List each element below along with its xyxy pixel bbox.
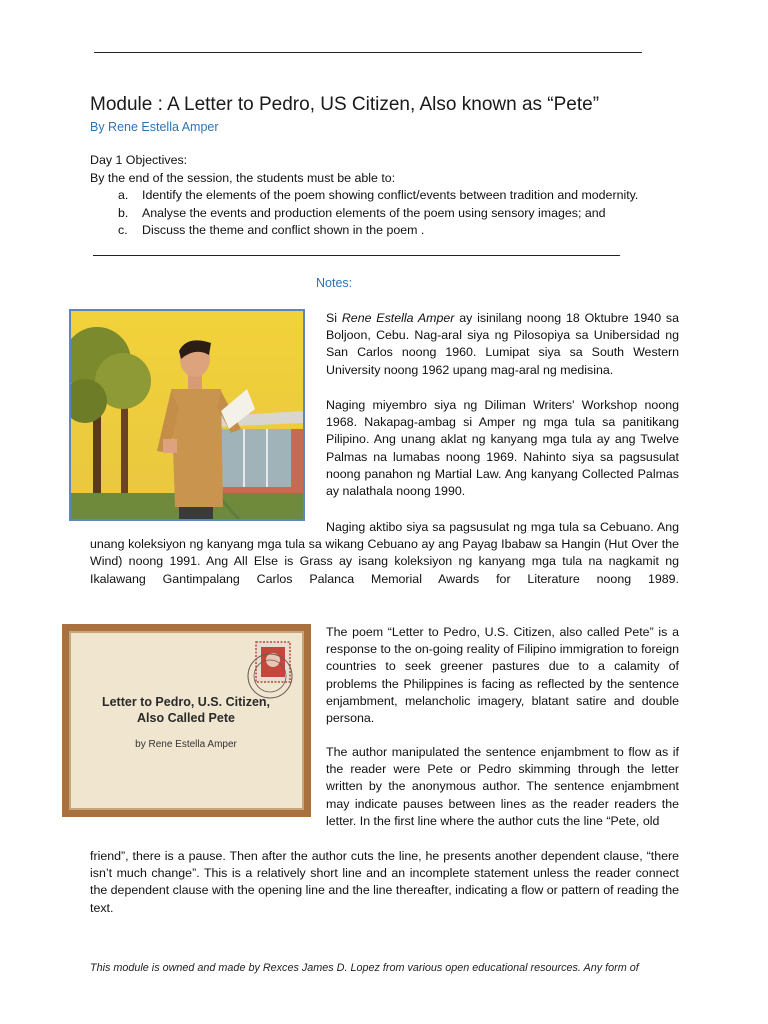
objectives-heading: Day 1 Objectives: <box>90 153 188 167</box>
notes-heading: Notes: <box>316 276 353 290</box>
p1-prefix: Si <box>326 311 342 325</box>
p3-rest: unang koleksiyon ng kanyang mga tula sa wikang Cebuano ay ang Payag Ibabaw sa Hangin (Hut Over the Wind) noong 1991. Ang All Else is Grass ay isang koleksiyon ng kanyang mga tula na nagkamit ng Ikalawang Gantimpalang Carlos Palanca Memorial Awards for Literature noong 1989. <box>90 537 679 586</box>
notes-paragraph-6: friend”, there is a pause. Then after the author cuts the line, he presents another dependent clause, “there isn’t much change”. This is a relatively short line and an incomplete statement unless the reader connect the dependent clause with the opening line and the line thereafter, indicating a flow or pattern of reading the text. <box>90 849 679 915</box>
page-footer: This module is owned and made by Rexces James D. Lopez from various open educational resources. Any form of <box>90 962 639 974</box>
cover-author: by Rene Estella Amper <box>135 739 237 750</box>
p3-first-line: Naging aktibo siya sa pagsusulat ng mga tula sa Cebuano. Ang <box>326 520 679 534</box>
objective-text: Discuss the theme and conflict shown in the poem . <box>142 223 425 237</box>
objectives-list <box>90 187 690 240</box>
objective-text: Identify the elements of the poem showing conflict/events between tradition and modernity. <box>142 188 639 202</box>
cover-title-line1: Letter to Pedro, U.S. Citizen, <box>101 695 271 709</box>
objective-marker: b. <box>118 205 129 220</box>
illustration-svg <box>71 311 303 519</box>
objective-marker: c. <box>118 223 128 237</box>
author-name: Rene Estella Amper <box>341 311 455 325</box>
man-reading-letter-illustration <box>69 309 305 521</box>
notes-paragraph-5: The author manipulated the sentence enjambment to flow as if the reader were Pete or Pedro skimming through the letter written by the anonymous author. The sentence enjambment may indicate pauses between lines as the reader readers the letter. In the first line where the author cuts the line “Pete, old <box>326 745 679 828</box>
cover-title-line2: Also Called Pete <box>137 711 235 725</box>
book-cover-svg <box>62 624 311 817</box>
book-cover-image <box>62 624 311 817</box>
notes-paragraph-1 <box>326 310 679 379</box>
objective-marker: a. <box>118 188 129 202</box>
objective-text: Analyse the events and production elements of the poem using sensory images; and <box>142 205 606 220</box>
objective-item <box>90 187 690 205</box>
notes-paragraph-2: Naging miyembro siya ng Diliman Writers' Workshop noong 1968. Nakapag-ambag si Amper ng mga tula sa panitikang Pilipino. Ang unang aklat ng kanyang mga tula ay ang Twelve Palmas na lumabas noong 1969. Nahinto siya sa pagsusulat noong panahon ng Martial Law. Ang kanyang Collected Palmas ay nalathala noong 1990. <box>326 398 679 499</box>
objective-item <box>90 205 690 223</box>
p1-rest: ay isinilang noong 18 Oktubre 1940 sa Boljoon, Cebu. Nag-aral siya ng Pilosopiya sa Unibersidad ng San Carlos noong 1960. Lumipat siya sa South Western University noong 1962 upang mag-aral ng medisina. <box>326 311 680 377</box>
module-byline: By Rene Estella Amper <box>90 120 219 134</box>
objectives-section <box>90 152 690 240</box>
objective-item <box>90 222 690 240</box>
notes-paragraph-4: The poem “Letter to Pedro, U.S. Citizen, also called Pete” is a response to the on-going reality of Filipino immigration to foreign countries to seek greener pastures due to a calamity of problems the Philippines is facing as reflected by the sentence enjambment, melancholic imagery, blatant satire and double persona. <box>326 625 679 726</box>
section-divider <box>93 255 620 256</box>
objectives-intro: By the end of the session, the students must be able to: <box>90 170 396 185</box>
notes-paragraph-3 <box>90 519 679 588</box>
module-title: Module : A Letter to Pedro, US Citizen, Also known as “Pete” <box>90 94 600 115</box>
top-divider <box>94 52 642 53</box>
